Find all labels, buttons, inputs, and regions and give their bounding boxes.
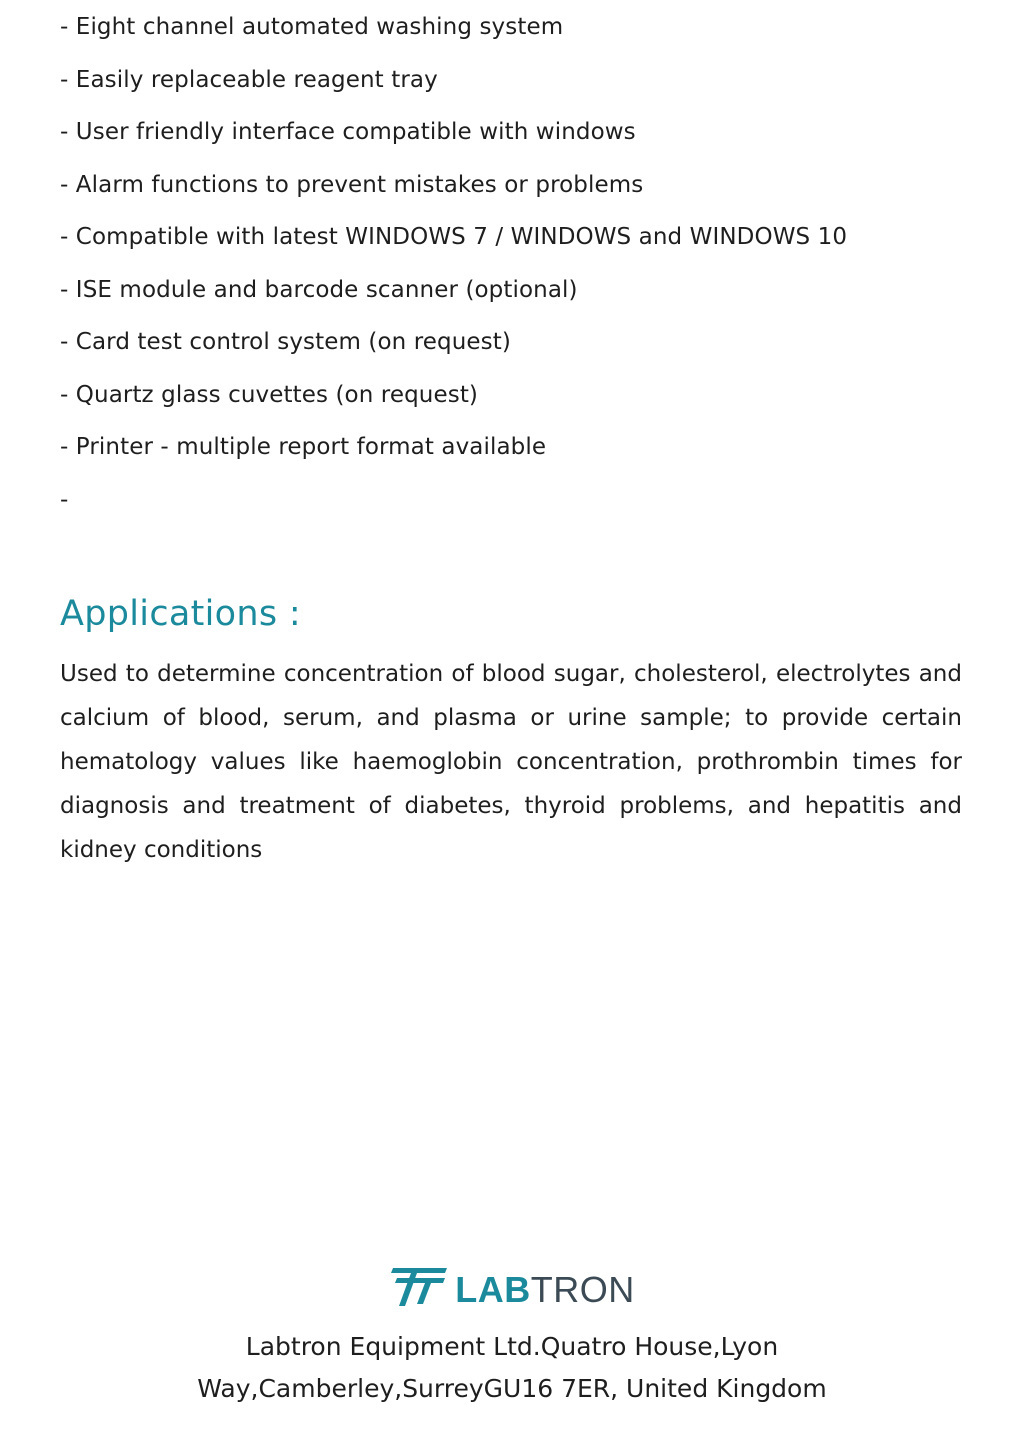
feature-item: - Easily replaceable reagent tray (60, 66, 438, 93)
applications-text: Used to determine concentration of blood sugar, cholesterol, electrolytes and calcium of blood, serum, and plasma or urine sample; to provide certain hematology values like haemoglobin concentration, prothrombin times for diagnosis and treatment of diabetes, thyroid problems, and hepatitis and kidney conditions (60, 661, 962, 863)
feature-item: - ISE module and barcode scanner (optional) (60, 276, 578, 303)
feature-item: - Printer - multiple report format available (60, 434, 547, 460)
logo-text-lab: LAB (455, 1269, 531, 1310)
feature-item: - Card test control system (on request) (60, 329, 511, 355)
company-address (0, 1326, 1024, 1410)
feature-item: - (60, 486, 69, 513)
logo-text-tron: TRON (530, 1269, 635, 1310)
labtron-logo (389, 1262, 635, 1308)
feature-item: - Quartz glass cuvettes (on request) (60, 381, 479, 408)
labtron-logo-mark-icon (389, 1264, 449, 1308)
feature-list (60, 10, 960, 535)
logo-text (455, 1269, 635, 1310)
feature-item: - Compatible with latest WINDOWS 7 / WINDOWS and WINDOWS 10 (60, 224, 848, 250)
feature-item: - Alarm functions to prevent mistakes or problems (60, 171, 644, 198)
feature-item: - User friendly interface compatible with windows (60, 119, 636, 145)
applications-heading: Applications : (60, 594, 301, 634)
footer (0, 1262, 1024, 1410)
feature-item: - Eight channel automated washing system (60, 14, 564, 40)
address-line-1: Labtron Equipment Ltd.Quatro House,Lyon (245, 1332, 779, 1361)
address-line-2: Way,Camberley,SurreyGU16 7ER, United Kingdom (197, 1374, 827, 1403)
